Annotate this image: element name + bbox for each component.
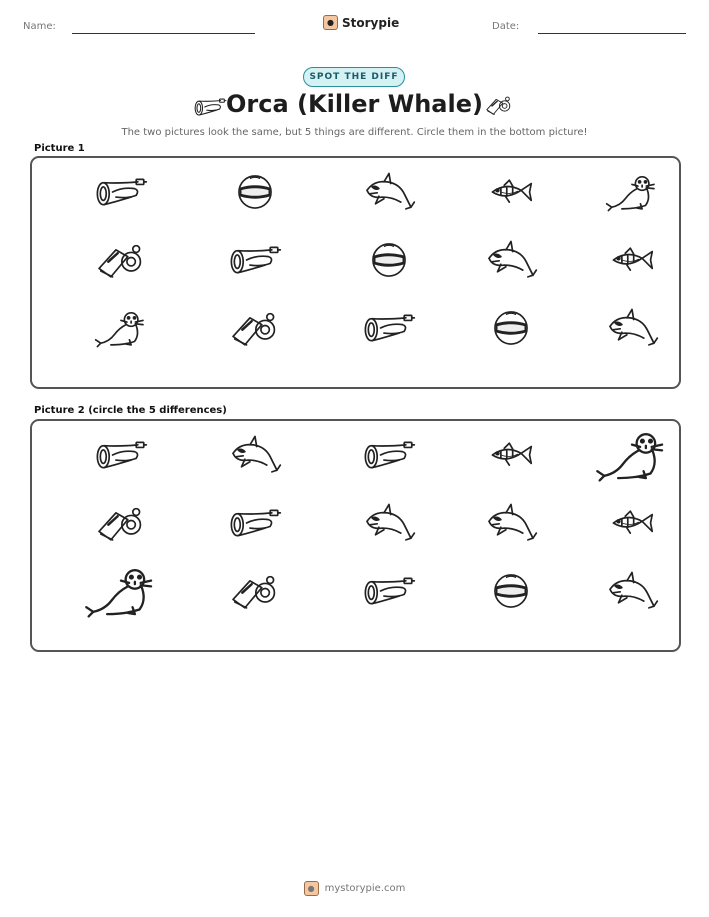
storypie-logo-icon: ● [304,881,319,896]
ball-icon[interactable] [484,571,538,611]
ball-drawing [484,571,538,611]
trumpet-icon[interactable] [362,571,416,611]
orca-drawing [605,308,659,348]
fish-drawing [605,503,659,543]
orca-icon[interactable] [228,435,282,475]
ball-drawing [228,172,282,212]
picture-1-panel [30,156,681,389]
trumpet-drawing [362,308,416,348]
whistle-drawing [484,91,514,119]
fish-drawing [605,240,659,280]
orca-icon [484,240,538,280]
trumpet-drawing [362,435,416,475]
orca-drawing [605,571,659,611]
ball-drawing [484,308,538,348]
brand-logo [323,15,399,30]
name-line [72,33,255,34]
trumpet-drawing [94,172,148,212]
orca-drawing [228,435,282,475]
trumpet-drawing [228,240,282,280]
fish-icon[interactable] [605,503,659,543]
trumpet-drawing [94,435,148,475]
fish-icon[interactable] [484,435,538,475]
whistle-icon [228,308,282,348]
orca-drawing [362,172,416,212]
trumpet-drawing [193,94,227,120]
whistle-drawing [228,571,282,611]
orca-icon[interactable] [605,571,659,611]
picture-1-label: Picture 1 [34,143,85,154]
whistle-icon [484,91,518,117]
ball-icon [362,240,416,280]
seal-drawing [605,172,659,212]
ball-icon [228,172,282,212]
orca-drawing [362,503,416,543]
seal-drawing [94,308,148,348]
ball-icon [484,308,538,348]
orca-icon[interactable] [484,503,538,543]
instructions: The two pictures look the same, but 5 things are different. Circle them in the bottom picture! [121,127,588,138]
ball-drawing [362,240,416,280]
footer [0,881,709,896]
fish-drawing [484,435,538,475]
orca-icon [605,308,659,348]
trumpet-icon [228,240,282,280]
seal-icon[interactable] [84,563,158,619]
whistle-drawing [94,503,148,543]
spot-the-diff-badge: SPOT THE DIFF [303,67,405,87]
fish-icon [484,172,538,212]
name-label: Name: [23,21,56,32]
seal-icon [605,172,659,212]
trumpet-icon [94,172,148,212]
trumpet-icon[interactable] [362,435,416,475]
trumpet-drawing [362,571,416,611]
title-text: Orca (Killer Whale) [226,90,483,118]
seal-drawing [84,563,158,619]
brand-name: Storypie [342,15,400,30]
fish-icon [605,240,659,280]
footer-site: mystorypie.com [324,883,406,894]
trumpet-drawing [228,503,282,543]
trumpet-icon[interactable] [228,503,282,543]
whistle-icon[interactable] [94,503,148,543]
trumpet-icon [362,308,416,348]
date-label: Date: [492,21,520,32]
whistle-icon [94,240,148,280]
orca-drawing [484,503,538,543]
seal-icon[interactable] [595,427,669,483]
trumpet-icon[interactable] [94,435,148,475]
picture-2-panel[interactable] [30,419,681,652]
fish-drawing [484,172,538,212]
page-title [0,90,709,118]
date-line [538,33,686,34]
storypie-logo-icon: ● [323,15,338,30]
orca-icon[interactable] [362,503,416,543]
orca-drawing [484,240,538,280]
whistle-drawing [228,308,282,348]
whistle-drawing [94,240,148,280]
picture-2-label: Picture 2 (circle the 5 differences) [34,405,227,416]
whistle-icon[interactable] [228,571,282,611]
seal-icon [94,308,148,348]
orca-icon [362,172,416,212]
trumpet-icon [193,94,227,120]
seal-drawing [595,427,669,483]
